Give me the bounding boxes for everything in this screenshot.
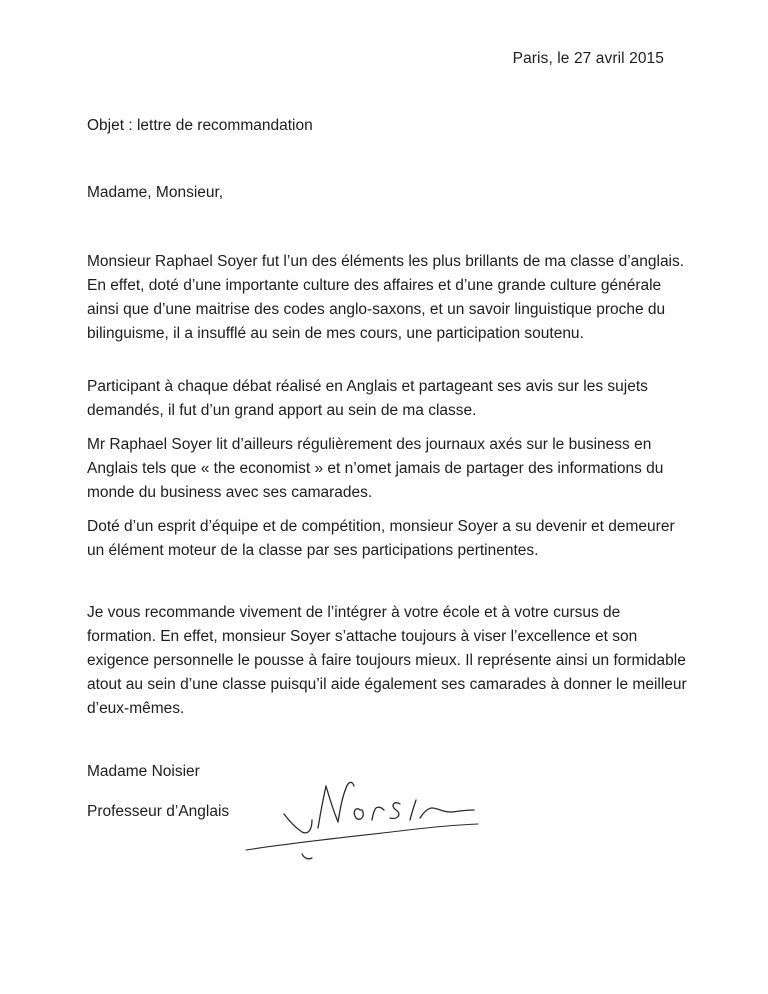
paragraph-2: Participant à chaque débat réalisé en Anglais et partageant ses avis sur les sujets demandés, il fut d’un grand apport au sein de ma classe. (87, 378, 648, 419)
letter-date: Paris, le 27 avril 2015 (512, 50, 664, 67)
signatory-title: Professeur d’Anglais (87, 803, 230, 820)
paragraph-5: Je vous recommande vivement de l’intégrer à votre école et à votre cursus de formation. En effet, monsieur Soyer s’attache toujours à viser l’excellence et son exigence personnelle le pousse à faire toujours mieux. Il représente ainsi un formidable atout au sein d’une classe puisqu’il aide également ses camarades à donner le meilleur d’eux-mêmes. (87, 604, 687, 717)
paragraph-3: Mr Raphael Soyer lit d’ailleurs régulièrement des journaux axés sur le business en Anglais tels que « the economist » et n’omet jamais de partager des informations du monde du business avec ses camarades. (87, 436, 664, 501)
paragraph-1: Monsieur Raphael Soyer fut l’un des éléments les plus brillants de ma classe d’anglais. En effet, doté d’une importante culture des affaires et d’une grande culture générale ainsi que d’une maitrise des codes anglo-saxons, et un savoir linguistique proche du bilinguisme, il a insufflé au sein de mes cours, une participation soutenu. (87, 253, 685, 342)
letter-subject: Objet : lettre de recommandation (87, 117, 313, 134)
paragraph-4: Doté d’un esprit d’équipe et de compétition, monsieur Soyer a su devenir et demeurer un élément moteur de la classe par ses participations pertinentes. (87, 518, 675, 559)
letter-salutation: Madame, Monsieur, (87, 184, 224, 201)
handwritten-signature (238, 772, 488, 862)
signatory-name: Madame Noisier (87, 763, 200, 780)
